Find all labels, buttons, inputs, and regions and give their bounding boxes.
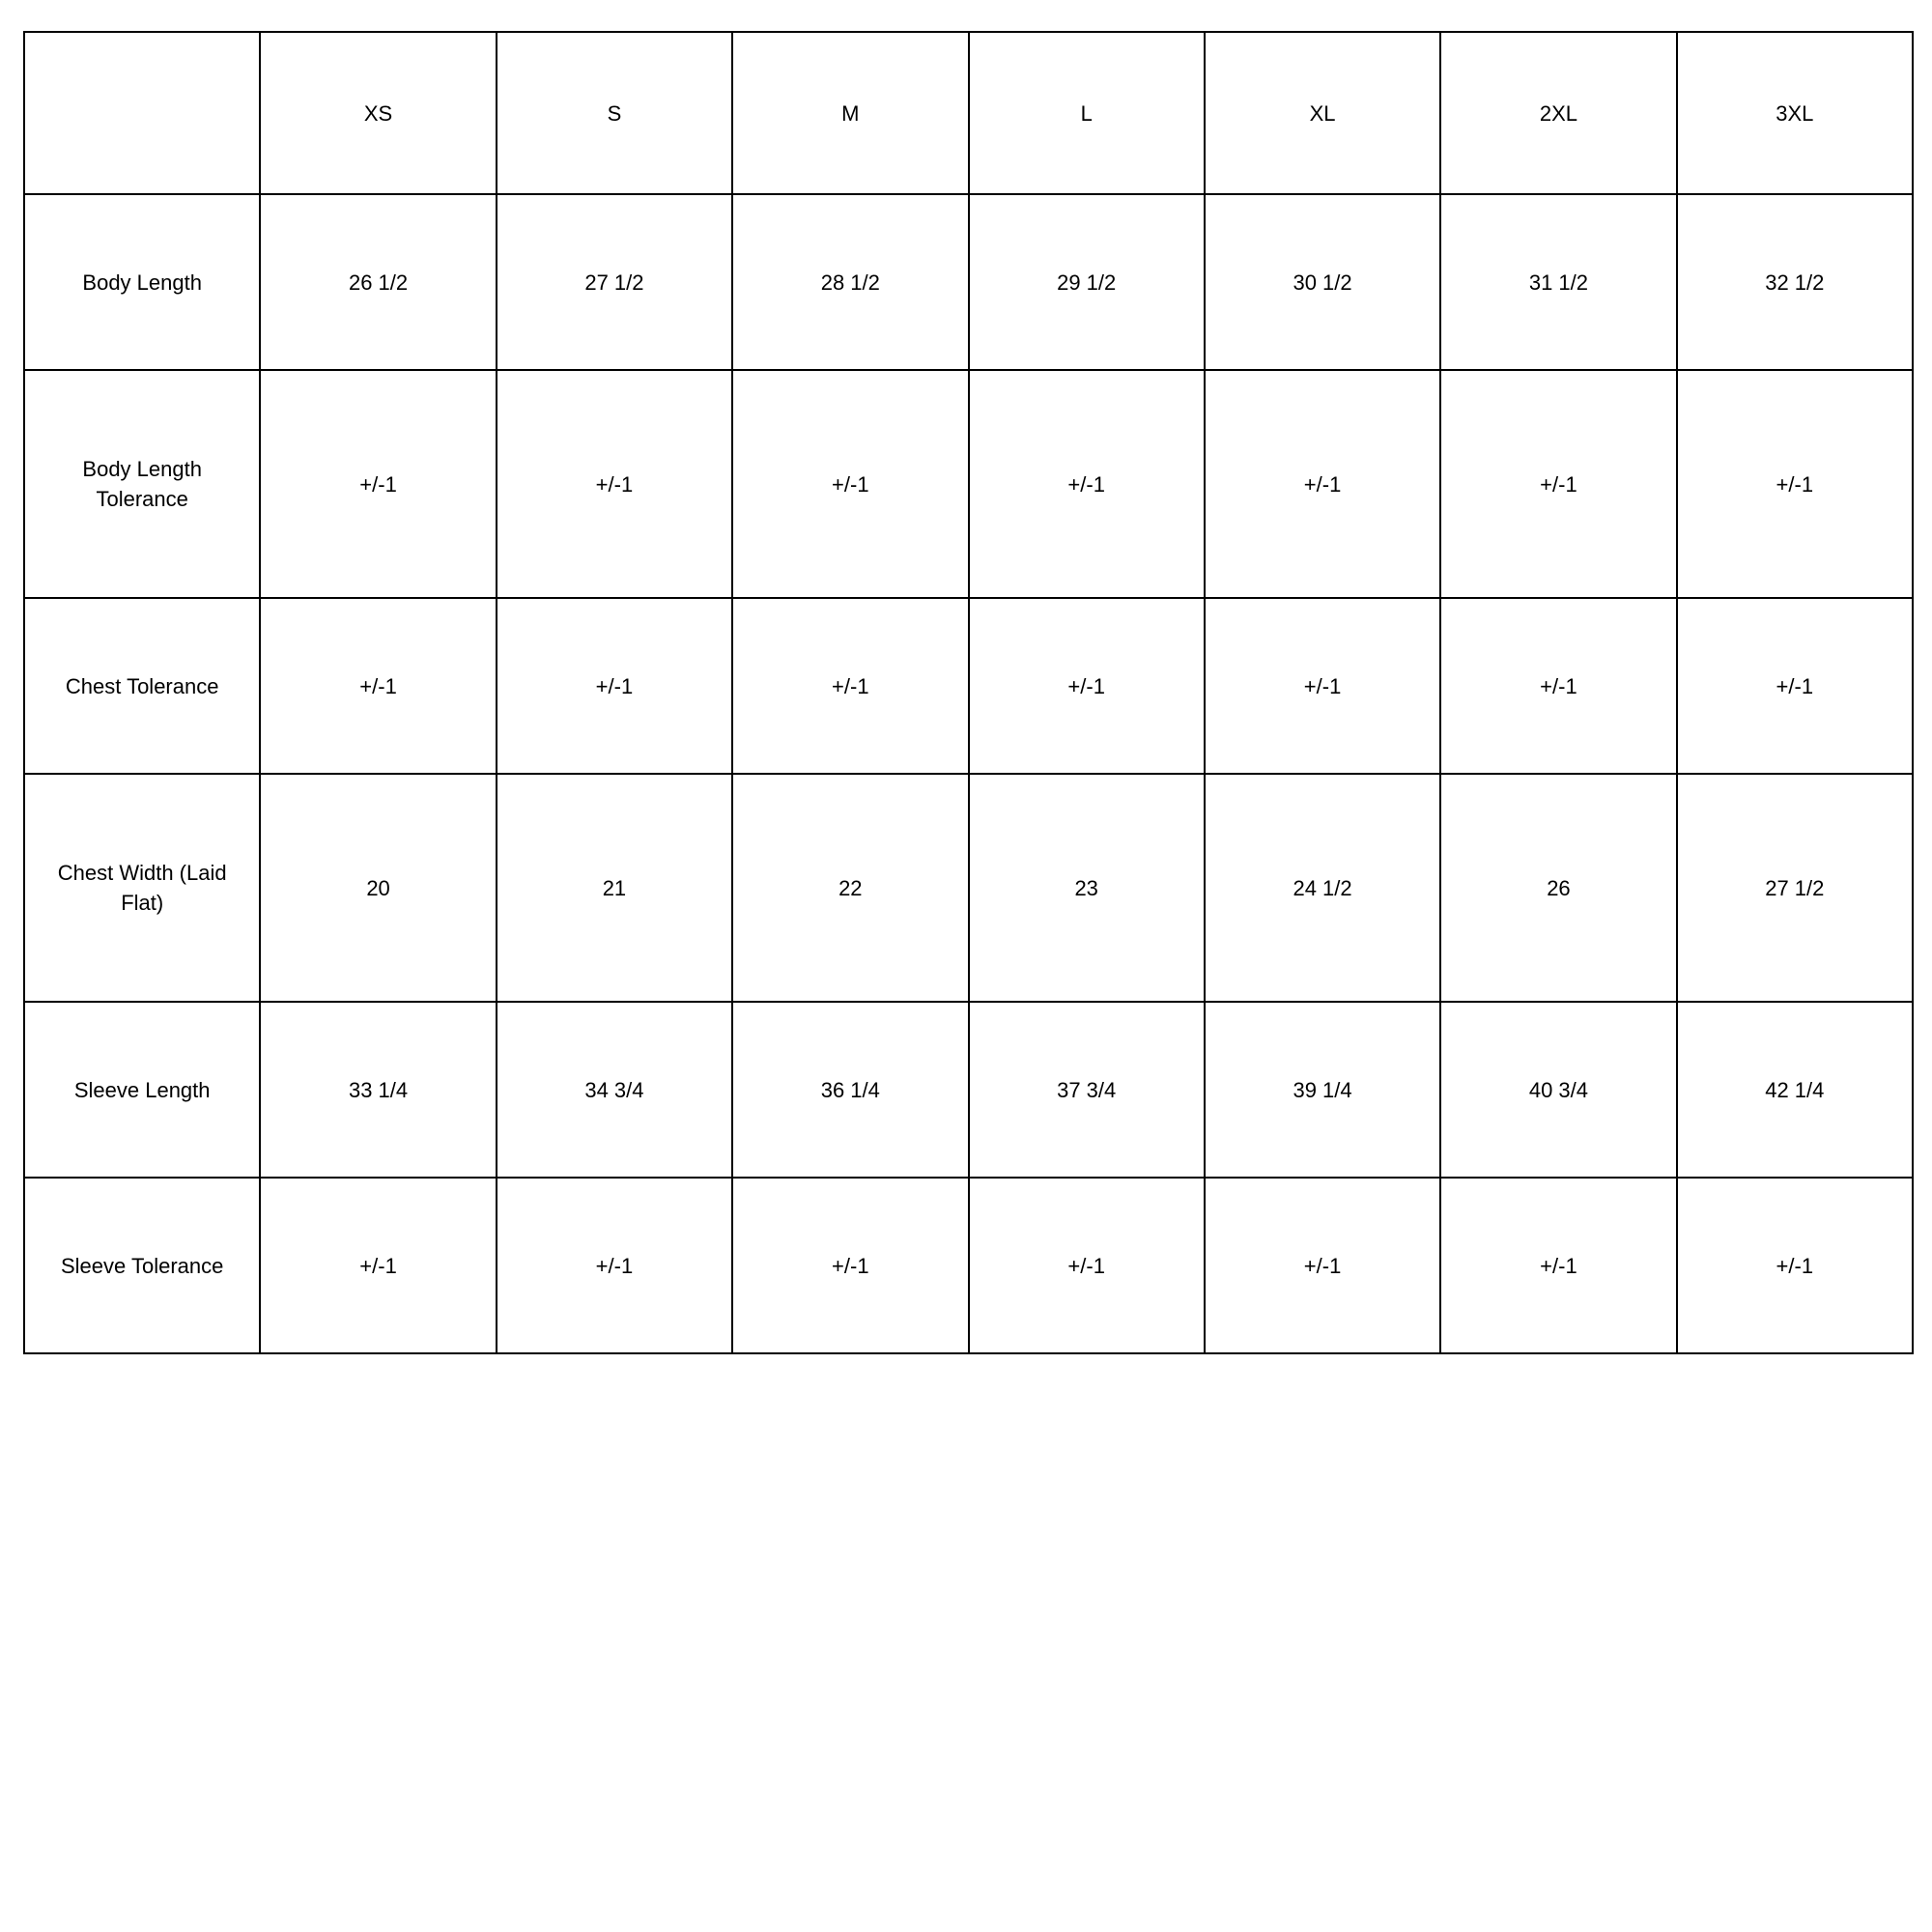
table-row xyxy=(24,598,1913,774)
row-label: Sleeve Length xyxy=(24,1002,260,1178)
table-cell: +/-1 xyxy=(732,598,968,774)
table-cell: 26 xyxy=(1440,774,1676,1002)
table-row xyxy=(24,1178,1913,1353)
row-label: Sleeve Tolerance xyxy=(24,1178,260,1353)
table-cell: +/-1 xyxy=(1440,1178,1676,1353)
table-cell: 31 1/2 xyxy=(1440,194,1676,370)
size-header-l: L xyxy=(969,32,1205,194)
table-cell: +/-1 xyxy=(1677,1178,1913,1353)
table-cell: 32 1/2 xyxy=(1677,194,1913,370)
table-cell: 29 1/2 xyxy=(969,194,1205,370)
table-cell: +/-1 xyxy=(732,1178,968,1353)
header-row xyxy=(24,32,1913,194)
table-cell: 27 1/2 xyxy=(1677,774,1913,1002)
table-cell: +/-1 xyxy=(260,370,496,598)
table-cell: +/-1 xyxy=(260,598,496,774)
table-cell: 24 1/2 xyxy=(1205,774,1440,1002)
table-cell: 22 xyxy=(732,774,968,1002)
table-cell: 40 3/4 xyxy=(1440,1002,1676,1178)
table-cell: 20 xyxy=(260,774,496,1002)
size-header-xl: XL xyxy=(1205,32,1440,194)
row-label: Chest Width (Laid Flat) xyxy=(24,774,260,1002)
size-header-xs: XS xyxy=(260,32,496,194)
table-cell: +/-1 xyxy=(497,1178,732,1353)
table-cell: 23 xyxy=(969,774,1205,1002)
row-label: Body Length xyxy=(24,194,260,370)
corner-cell xyxy=(24,32,260,194)
size-header-m: M xyxy=(732,32,968,194)
table-cell: +/-1 xyxy=(260,1178,496,1353)
table-cell: +/-1 xyxy=(1205,1178,1440,1353)
table-cell: +/-1 xyxy=(1440,370,1676,598)
table-cell: 34 3/4 xyxy=(497,1002,732,1178)
table-row xyxy=(24,774,1913,1002)
table-cell: +/-1 xyxy=(969,598,1205,774)
size-header-s: S xyxy=(497,32,732,194)
table-cell: 36 1/4 xyxy=(732,1002,968,1178)
table-cell: 39 1/4 xyxy=(1205,1002,1440,1178)
row-label: Body Length Tolerance xyxy=(24,370,260,598)
table-cell: 21 xyxy=(497,774,732,1002)
table-cell: +/-1 xyxy=(969,370,1205,598)
table-cell: 28 1/2 xyxy=(732,194,968,370)
table-cell: +/-1 xyxy=(1677,598,1913,774)
size-chart-table xyxy=(23,31,1914,1354)
table-row xyxy=(24,1002,1913,1178)
table-cell: +/-1 xyxy=(732,370,968,598)
table-cell: +/-1 xyxy=(969,1178,1205,1353)
table-cell: 42 1/4 xyxy=(1677,1002,1913,1178)
size-header-2xl: 2XL xyxy=(1440,32,1676,194)
table-cell: +/-1 xyxy=(497,598,732,774)
table-cell: 26 1/2 xyxy=(260,194,496,370)
table-cell: +/-1 xyxy=(1205,598,1440,774)
table-cell: 30 1/2 xyxy=(1205,194,1440,370)
table-cell: 37 3/4 xyxy=(969,1002,1205,1178)
table-cell: 27 1/2 xyxy=(497,194,732,370)
table-row xyxy=(24,370,1913,598)
table-cell: +/-1 xyxy=(1440,598,1676,774)
size-header-3xl: 3XL xyxy=(1677,32,1913,194)
table-cell: 33 1/4 xyxy=(260,1002,496,1178)
table-cell: +/-1 xyxy=(1677,370,1913,598)
row-label: Chest Tolerance xyxy=(24,598,260,774)
table-cell: +/-1 xyxy=(497,370,732,598)
table-row xyxy=(24,194,1913,370)
table-cell: +/-1 xyxy=(1205,370,1440,598)
